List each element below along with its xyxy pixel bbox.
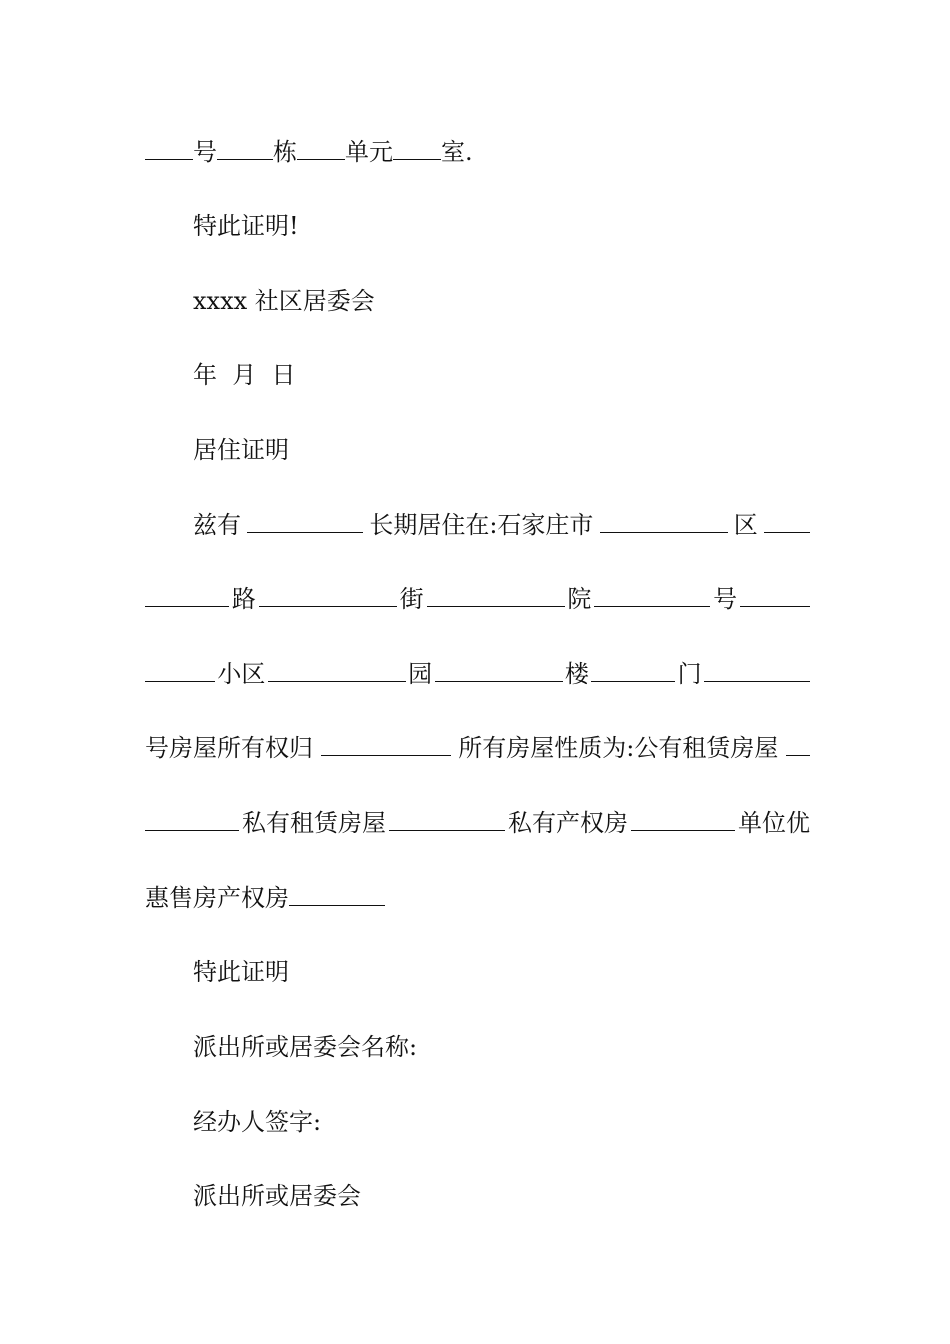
label-property-nature: 所有房屋性质为:公有租赁房屋	[458, 734, 779, 762]
body-line-1	[193, 508, 810, 542]
blank-field[interactable]	[145, 584, 229, 607]
label-private-property: 私有产权房	[508, 809, 628, 837]
blank-field[interactable]	[393, 137, 441, 160]
discount-property-blank[interactable]	[289, 883, 385, 906]
label-ownership: 号房屋所有权归	[145, 734, 313, 762]
door-blank[interactable]	[704, 659, 810, 682]
blank-field[interactable]	[217, 137, 273, 160]
label-unit-discount: 单位优	[738, 809, 810, 837]
city-blank[interactable]	[600, 510, 728, 533]
label-residence-city: 长期居住在:石家庄市	[369, 511, 594, 539]
label-jie: 街	[399, 585, 424, 613]
body-line-4	[145, 731, 810, 765]
building-blank[interactable]	[591, 659, 675, 682]
public-rental-blank-cont[interactable]	[145, 808, 239, 831]
district-blank[interactable]	[764, 510, 810, 533]
label-lou: 楼	[564, 660, 589, 688]
address-continuation-line	[145, 135, 810, 169]
station-footer: 派出所或居委会	[193, 1182, 361, 1210]
label-dong: 栋	[273, 138, 297, 166]
public-rental-blank[interactable]	[786, 733, 810, 756]
private-rental-blank[interactable]	[389, 808, 505, 831]
station-name-label: 派出所或居委会名称:	[193, 1033, 418, 1061]
label-ziyou: 兹有	[193, 511, 241, 539]
blank-field[interactable]	[145, 137, 193, 160]
body-line-6	[145, 881, 810, 915]
label-discount-sale-property: 惠售房产权房	[145, 884, 289, 912]
private-property-blank[interactable]	[631, 808, 735, 831]
street-blank[interactable]	[427, 584, 565, 607]
name-blank[interactable]	[247, 510, 363, 533]
certification-closing: 特此证明!	[193, 212, 299, 240]
label-yuan: 院	[567, 585, 592, 613]
residence-certificate-title: 居住证明	[193, 436, 289, 464]
garden-blank[interactable]	[435, 659, 563, 682]
owner-blank[interactable]	[321, 733, 451, 756]
number-blank[interactable]	[740, 584, 810, 607]
label-xiaoqu: 小区	[217, 660, 266, 688]
label-men: 门	[677, 660, 702, 688]
label-yuan-garden: 园	[408, 660, 433, 688]
certification-closing-2: 特此证明	[193, 958, 289, 986]
handler-signature-label: 经办人签字:	[193, 1108, 322, 1136]
date-line: 年 月 日	[193, 361, 296, 389]
label-qu: 区	[733, 511, 758, 539]
committee-name: xxxx 社区居委会	[193, 287, 375, 315]
body-line-2	[145, 582, 810, 616]
community-blank[interactable]	[268, 659, 406, 682]
body-line-3	[145, 657, 810, 691]
label-shi: 室.	[441, 138, 473, 166]
label-hao: 号	[193, 138, 217, 166]
label-lu: 路	[231, 585, 256, 613]
body-line-5	[145, 806, 810, 840]
blank-field[interactable]	[145, 659, 215, 682]
label-private-rental: 私有租赁房屋	[242, 809, 386, 837]
road-blank[interactable]	[259, 584, 397, 607]
yard-blank[interactable]	[594, 584, 710, 607]
label-hao: 号	[713, 585, 738, 613]
blank-field[interactable]	[297, 137, 345, 160]
label-danyuan: 单元	[345, 138, 393, 166]
